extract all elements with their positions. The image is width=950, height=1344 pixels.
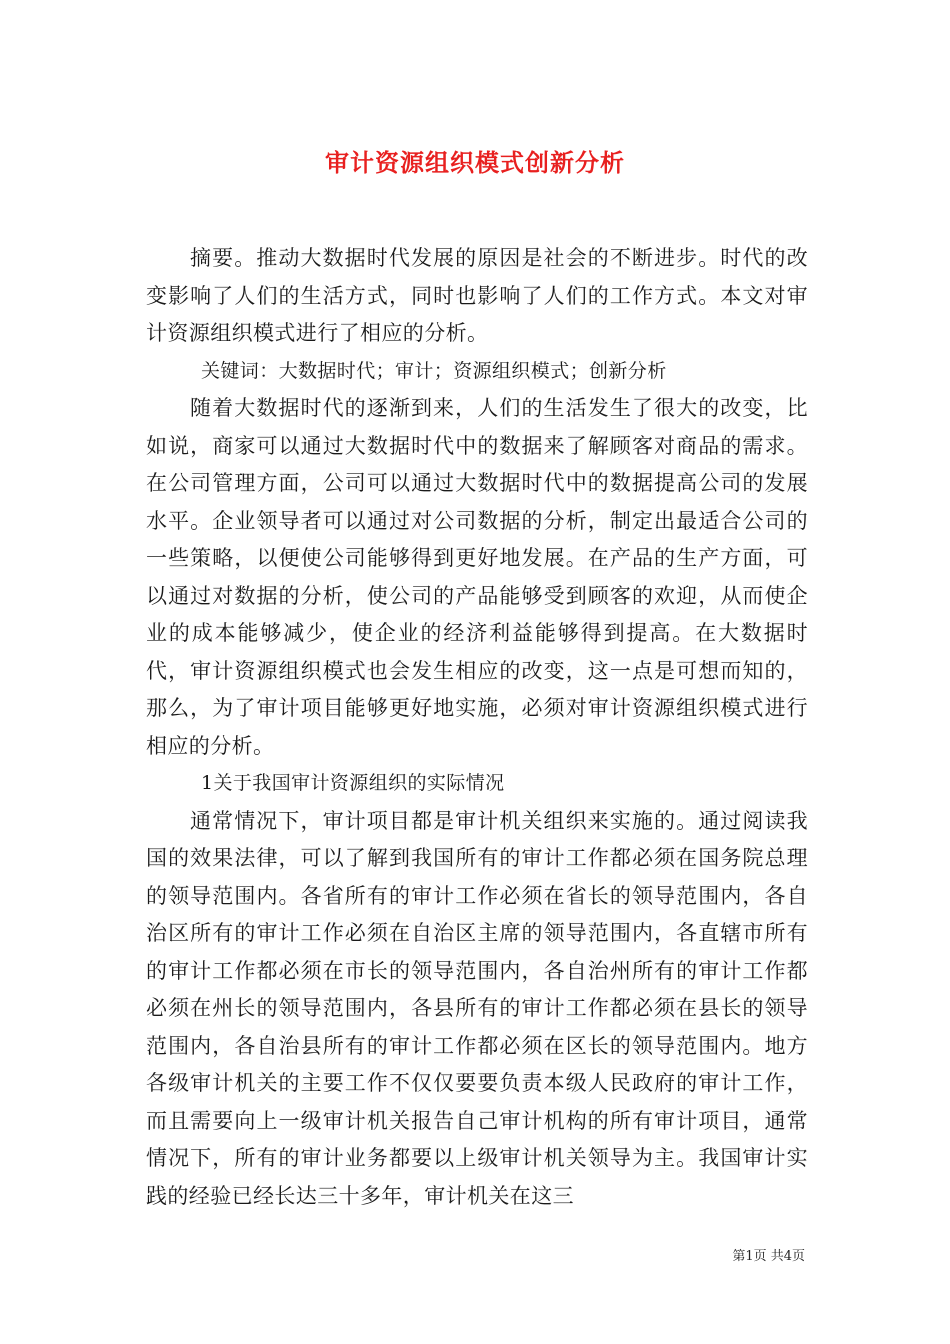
section-body-paragraph: 通常情况下，审计项目都是审计机关组织来实施的。通过阅读我国的效果法律，可以了解到我国所有的审计工作都必须在国务院总理的领导范围内。各省所有的审计工作必须在省长的领导范围内，各自治区所有的审计工作必须在自治区主席的领导范围内，各直辖市所有的审计工作都必须在市长的领导范围内，各自治州所有的审计工作都必须在州长的领导范围内，各县所有的审计工作都必须在县长的领导范围内，各自治县所有的审计工作都必须在区长的领导范围内。地方各级审计机关的主要工作不仅仅要要负责本级人民政府的审计工作，而且需要向上一级审计机关报告自己审计机构的所有审计项目，通常情况下，所有的审计业务都要以上级审计机关领导为主。我国审计实践的经验已经长达三十多年，审计机关在这三 [146,808,808,1208]
abstract-paragraph: 摘要。推动大数据时代发展的原因是社会的不断进步。时代的改变影响了人们的生活方式，同时也影响了人们的工作方式。本文对审计资源组织模式进行了相应的分析。 [146,246,808,345]
document-body [146,240,808,1215]
section-heading: 1关于我国审计资源组织的实际情况 [201,772,505,794]
intro-paragraph: 随着大数据时代的逐渐到来，人们的生活发生了很大的改变，比如说，商家可以通过大数据时代中的数据来了解顾客对商品的需求。在公司管理方面，公司可以通过大数据时代中的数据提高公司的发展水平。企业领导者可以通过对公司数据的分析，制定出最适合公司的一些策略，以便使公司能够得到更好地发展。在产品的生产方面，可以通过对数据的分析，使公司的产品能够受到顾客的欢迎，从而使企业的成本能够减少，使企业的经济利益能够得到提高。在大数据时代，审计资源组织模式也会发生相应的改变，这一点是可想而知的，那么，为了审计项目能够更好地实施，必须对审计资源组织模式进行相应的分析。 [146,396,808,758]
page-number-footer: 第1页 共4页 [732,1249,805,1264]
document-title: 审计资源组织模式创新分析 [325,148,625,178]
keywords-paragraph: 关键词：大数据时代；审计；资源组织模式；创新分析 [201,359,667,382]
